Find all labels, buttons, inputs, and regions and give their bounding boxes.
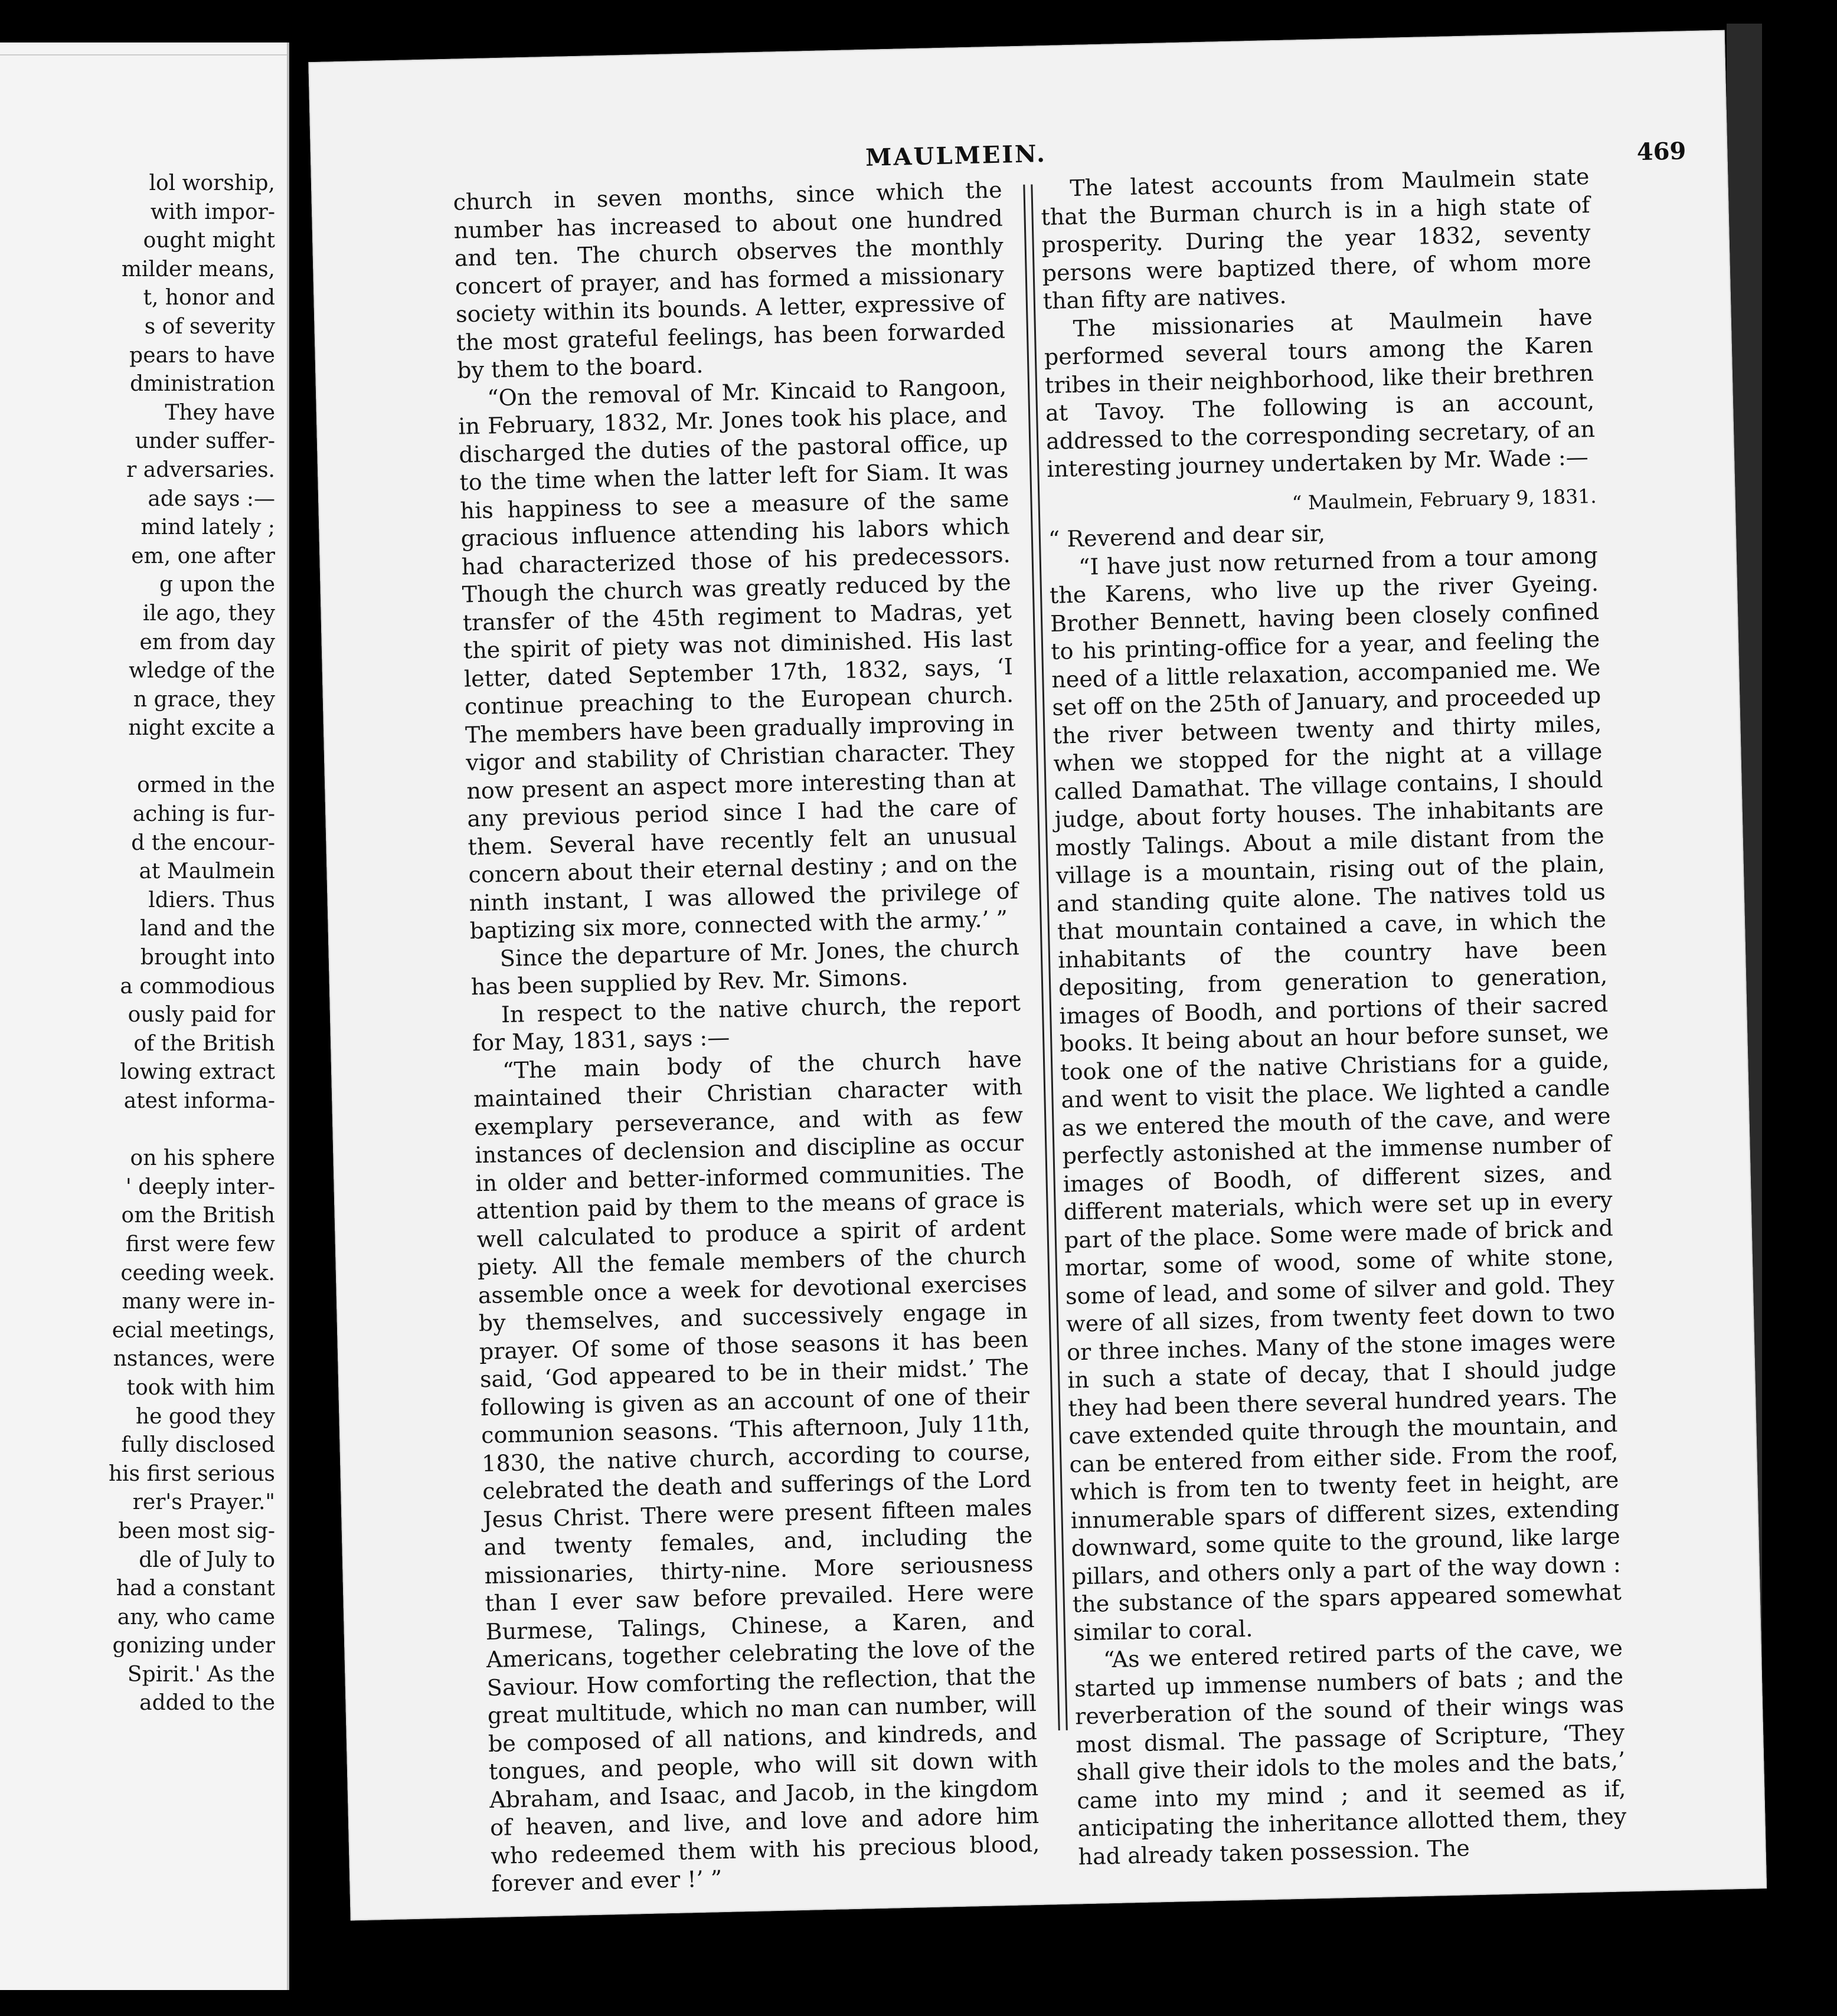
main-page xyxy=(308,30,1767,1921)
left-page-line: d the encour- xyxy=(131,830,275,855)
left-page-line xyxy=(0,743,275,772)
left-page-line: ought might xyxy=(143,228,275,253)
left-page-line: rer's Prayer." xyxy=(132,1490,275,1515)
paragraph: In respect to the native church, the report for May, 1831, says :— xyxy=(472,989,1021,1056)
left-page-line: wledge of the xyxy=(129,659,275,683)
left-page-line: fully disclosed xyxy=(121,1433,275,1458)
left-page-line: he good they xyxy=(135,1404,275,1429)
page-title: MAULMEIN. xyxy=(865,139,1047,172)
left-column xyxy=(453,176,1040,1899)
left-page-line: atest informa- xyxy=(123,1089,275,1113)
paragraph: The latest accounts from Maulmein state that the Burman church is in a high state of prosperity. During the year 1832, seventy persons were baptized there, of whom more than fifty are natives. xyxy=(1041,163,1591,315)
left-page-line: took with him xyxy=(126,1375,275,1400)
left-page-line: g upon the xyxy=(159,572,275,597)
left-page-line: with impor- xyxy=(150,199,275,224)
left-page-line: om the British xyxy=(121,1203,275,1228)
left-page-line: ormed in the xyxy=(137,773,275,798)
left-page-line: mind lately ; xyxy=(140,515,275,540)
page-number: 469 xyxy=(1636,137,1686,166)
left-page-line: em, one after xyxy=(131,544,275,568)
left-page-line: nstances, were xyxy=(113,1347,275,1372)
left-page-line: r adversaries. xyxy=(126,457,275,482)
left-page-line: first were few xyxy=(125,1232,275,1256)
left-page-line: ' deeply inter- xyxy=(125,1174,275,1199)
left-page-line: ecial meetings, xyxy=(112,1318,275,1343)
left-page-line: a commodious xyxy=(120,974,275,999)
left-page-line: brought into xyxy=(140,945,275,970)
left-page-line: had a constant xyxy=(116,1576,275,1601)
left-page-line: s of severity xyxy=(144,314,275,339)
left-page-line: milder means, xyxy=(121,257,275,282)
left-page-line: lowing extract xyxy=(120,1060,275,1085)
left-page-line: pears to have xyxy=(129,343,275,368)
left-page-line: em from day xyxy=(139,630,275,654)
left-page-line: dministration xyxy=(130,372,275,397)
left-page-line: lol worship, xyxy=(149,171,275,195)
left-page-text-fragments xyxy=(0,169,275,1718)
left-page-line: on his sphere xyxy=(130,1146,275,1171)
left-page-line: at Maulmein xyxy=(139,859,275,884)
paragraph: “The main body of the church have maintained their Christian character with exemplary perseverance, and with as few instances of declension and discipline as occur in older and better-informed communities. The attention paid by them to the means of grace is well calculated to produce a spirit of ardent piety. All the female members of the church assemble once a week for devotional exercises by themselves, and successively engage in prayer. Of some of those seasons it has been said, ‘God appeared to be in their midst.’ The following is given as an account of one of their communion seasons. ‘This afternoon, July 11th, 1830, the native church, according to course, celebrated the death and sufferings of the Lord Jesus Christ. There were present fifteen males and twenty females, and, including the missionaries, thirty-nine. More seriousness than I ever saw before prevailed. Here were Burmese, Talings, Chinese, a Karen, and Americans, together celebrating the love of the Saviour. How comforting the reflection, that the great multitude, which no man can number, will be composed of all nations, and kindreds, and tongues, and people, who will sit down with Abraham, and Isaac, and Jacob, in the kingdom of heaven, and live, and love and adore him who redeemed them with his precious blood, forever and ever !’ ” xyxy=(473,1045,1040,1897)
left-page-line: t, honor and xyxy=(143,286,275,310)
left-page-line: of the British xyxy=(133,1031,275,1056)
left-page-line: been most sig- xyxy=(118,1518,275,1543)
left-page-line: dle of July to xyxy=(139,1547,275,1572)
left-page-line: ously paid for xyxy=(128,1003,275,1027)
left-page-line: his first serious xyxy=(108,1461,275,1486)
left-facing-page xyxy=(0,42,289,1990)
left-page-line: land and the xyxy=(140,917,275,941)
left-page-line: ile ago, they xyxy=(142,601,275,626)
paragraph: The missionaries at Maulmein have performed several tours among the Karen tribes in their neighborhood, like their brethren at Tavoy. The following is an account, addressed to the corresponding secretary, of an interesting journey undertaken by Mr. Wade :— xyxy=(1044,303,1596,483)
left-page-line: ade says :— xyxy=(148,486,275,511)
left-page-line: Spirit.' As the xyxy=(127,1662,275,1687)
right-column xyxy=(1040,163,1627,1871)
paragraph: “On the removal of Mr. Kincaid to Rangoon, in February, 1832, Mr. Jones took his place, and discharged the duties of the pastoral office, up to the time when the latter left for Siam. It was his happiness to see a measure of the same gracious influence attending his labors which had characterized those of his predecessors. Though the church was greatly reduced by the transfer of the 45th regiment to Madras, yet the spirit of piety was not diminished. His last letter, dated September 17th, 1832, says, ‘I continue preaching to the European church. The members have been gradually improving in vigor and stability of Christian character. They now present an aspect more interesting than at any previous period since I had the care of them. Several have recently felt an unusual concern about their eternal destiny ; and on the ninth instant, I was allowed the privilege of baptizing six more, connected with the army.’ ” xyxy=(457,373,1018,944)
left-page-line: added to the xyxy=(139,1691,275,1716)
paragraph: “As we entered retired parts of the cave, we started up immense numbers of bats ; and the reverberation of the sound of their wings was most dismal. The passage of Scripture, ‘They shall give their idols to the moles and the bats,’ came into my mind ; and it seemed as if, anticipating the inheritance allotted them, they had already taken possession. The xyxy=(1074,1635,1627,1870)
paragraph: church in seven months, since which the number has increased to about one hundred and ten. The church observes the monthly concert of prayer, and has formed a missionary society within its bounds. A letter, expressive of the most grateful feelings, has been forwarded by them to the board. xyxy=(453,176,1006,384)
paragraph: Since the departure of Mr. Jones, the church has been supplied by Rev. Mr. Simons. xyxy=(470,933,1020,1000)
left-page-line: ldiers. Thus xyxy=(148,888,275,912)
left-page-line: under suffer- xyxy=(135,429,275,454)
left-page-line xyxy=(0,1116,275,1145)
paragraph: “I have just now returned from a tour among the Karens, who live up the river Gyeing. Brother Bennett, having been closely confined to his printing-office for a year, and feeling the need of a little relaxation, accompanied me. We set off on the 25th of January, and proceeded up the river between twenty and thirty miles, when we stopped for the night at a village called Damathat. The village contains, I should judge, about forty houses. The inhabitants are mostly Talings. About a mile distant from the village is a mountain, rising out of the plain, and standing quite alone. The natives told us that mountain contained a cave, in which the inhabitants of the country have been depositing, from generation to generation, images of Boodh, and portions of their sacred books. It being about an hour before sunset, we took one of the native Christians for a guide, and went to visit the place. We lighted a candle as we entered the mouth of the cave, and were perfectly astonished at the immense number of images of Boodh, of different sizes, and different materials, which were set up in every part of the place. Some were made of brick and mortar, some of wood, some of white stone, some of lead, and some of silver and gold. They were of all sizes, from twenty feet down to two or three inches. Many of the stone images were in such a state of decay, that I should judge they had been there several hundred years. The cave extended quite through the mountain, and can be entered from either side. From the roof, which is from ten to twenty feet in height, are innumerable spars of different sizes, extending downward, some quite to the ground, like large pillars, and others only a part of the way down : the substance of the spars appeared somewhat similar to coral. xyxy=(1049,542,1622,1646)
left-page-line: n grace, they xyxy=(133,687,275,712)
left-page-line: They have xyxy=(165,400,275,425)
left-page-line: ceeding week. xyxy=(120,1261,275,1285)
left-page-line: any, who came xyxy=(117,1605,275,1629)
letter-dateline: “ Maulmein, February 9, 1831. xyxy=(1292,484,1597,515)
page-edge-line xyxy=(0,54,287,55)
letter-salutation: “ Reverend and dear sir, xyxy=(1048,520,1326,552)
left-page-line: many were in- xyxy=(122,1290,275,1314)
left-page-line: night excite a xyxy=(128,716,275,741)
left-page-line: aching is fur- xyxy=(132,802,275,827)
left-page-line: gonizing under xyxy=(112,1634,275,1658)
